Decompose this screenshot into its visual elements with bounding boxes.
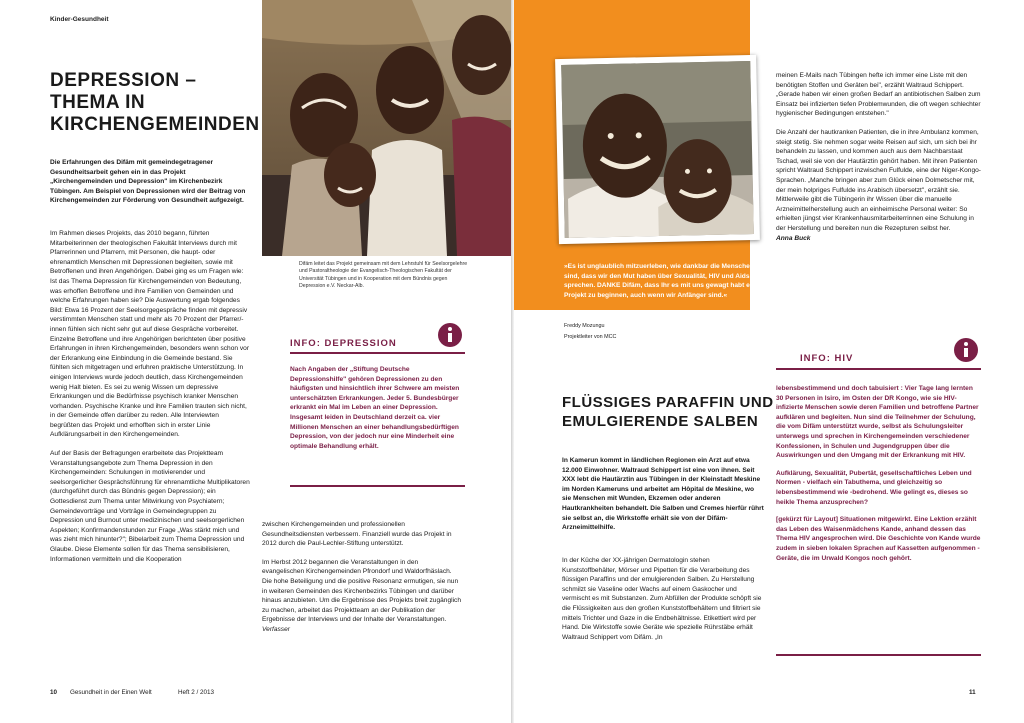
info-icon-bar (964, 348, 968, 357)
lead-paragraph: In Kamerun kommt in ländlichen Regionen ein Arzt auf etwa 12.000 Einwohner. Waltraud Schippert ist eine von ihnen. Seit XXX lebt die Hautärztin aus Tübingen in der Kleinstadt Meskine im Norden Kameruns und arbeitet am Hôpital de Meskine, wo sie Menschen mit Wunden, Ekzemen oder anderen Hautkrankheiten behandelt. Die Salben und Cremes hierfür rührt sie selbst an, die Wirkstoffe erhält sie von der Difäm-Arzneimittelhilfe. (562, 457, 764, 532)
article-title (562, 393, 774, 431)
info-title: INFO: HIV (800, 353, 854, 364)
author-signature: Verfasser (262, 625, 290, 633)
body-paragraph: In der Küche der XX-jährigen Dermatologin stehen Kunststoffbehälter, Mörser und Pipetten für die Verarbeitung des flüssigen Paraffins und der emulgierenden Salben. Zu Herstellung schmilzt sie Vaseline oder Wachs auf einem Gaskocher und vermischt es mit Substanzen. Zum Abfüllen der Produkte schöpft sie die Flüssigkeiten aus den großen Kunststoffbehältern und filtriert sie mittels Trichter und Gaze in die Endbehältnisse. Etikettiert wird per Hand. Die Wirkstoffe sowie Geräte wie spezielle Rührstäbe erhält Waltraud Schippert vom Difäm. „In (562, 557, 762, 641)
footer-issue: Heft 2 / 2013 (178, 689, 215, 696)
info-divider (290, 352, 465, 354)
info-divider-bottom (290, 485, 465, 487)
girls-photo-illustration (555, 55, 760, 244)
body-column-2 (776, 71, 981, 243)
info-icon-dot (964, 342, 968, 346)
lead-paragraph: Die Erfahrungen des Difäm mit gemeindegetragener Gesundheitsarbeit gehen ein in das Projekt „Kirchengemeinden und Depression" im Kirchenbezirk Tübingen. Am Beispiel von Depressionen wird der Beitrag von Kirchengemeinden zur Förderung von Gesundheit aufgezeigt. (50, 159, 246, 205)
headline-line-3: KIRCHENGEMEINDEN (50, 114, 260, 135)
footer-magazine: Gesundheit in der Einen Welt (70, 689, 152, 696)
body-paragraph: Die Anzahl der hautkranken Patienten, die in ihre Ambulanz kommen, steigt stetig. Sie nehmen sogar weite Reisen auf sich, um sich bei ihr behandeln zu lassen, und kommen auch aus dem Nachbarstaat Tschad, weil sie von der Hautärztin gehört haben. Mit ihren Patienten spricht Waltraud Schippert inzwischen Fulfulde, eine der Niger-Kongo-Sprachen. „Manche bringen aber zum Glück einen Dolmetscher mit, der mein holpriges Fulfulde ins Arabisch übersetzt", erzählt sie. Mittlerweile gibt die Tübingerin ihr Wissen über die manuelle Arzneimittelherstellung auch an einheimische Personal weiter: So erhielten jüngst vier Krankenhausmitarbeiterrinnen eine Schulung in der Herstellung und bereiten nun die Rezepturen selbst her. (776, 128, 981, 232)
pull-quote: »Es ist unglaublich mitzuerleben, wie dankbar die Menschen sind, dass wir den Mut haben über Sexualität, HIV und Aids zu sprechen. DANKE Difäm, dass Ihr es mit uns gewagt habt ein Projekt zu beginnen, auch wenn wir Anfänger sind.« (564, 263, 759, 299)
page-number: 10 (50, 689, 58, 696)
info-title: INFO: DEPRESSION (290, 338, 397, 349)
headline-line-1: FLÜSSIGES PARAFFIN UND (562, 394, 774, 411)
quote-author-role: Projektleiter von MCC (564, 334, 617, 340)
body-text: Im Herbst 2012 begannen die Veranstaltungen in den evangelischen Kirchengemeinden Pfrondorf und Waldorfhäslach. Die hohe Beteiligung und die positive Resonanz ermutigen, sie nun in weiteren Gemeinden des Kirchenbezirks Tübingen und darüber hinaus anzubieten. Um die Ergebnisse des Projekts breit zugänglich zu machen, arbeitet das Projektteam an der Publikation der Ergebnisse der Interviews und der Inhalte der Veranstaltungen. (262, 558, 462, 624)
headline-line-1: DEPRESSION – (50, 70, 197, 91)
info-paragraph: Aufklärung, Sexualität, Pubertät, gesellschaftliches Leben und Normen - vielfach ein Tabuthema, und gleichzeitig so lebensbestimmend wie -bedrohend. Wie gelingt es, dieses so heikle Thema anzusprechen? (776, 469, 972, 506)
body-paragraph: Im Rahmen dieses Projekts, das 2010 begann, führten Mitarbeiterinnen der theologischen Fakultät Interviews durch mit Pfarrerinnen und Pfarrern, mit Personen, die haupt- oder ehrenamtlich Menschen mit Depressionen begleiten, sowie mit Betroffenen und ihren Angehörigen. Dabei ging es um Fragen wie: Ist das Thema Depression für Kirchengemeinden von Bedeutung, was erhoffen Betroffene und ihre Familien von Gemeinden und welche Erfahrungen haben sie? Die Auswertung ergab folgendes Bild: Etwa 16 Prozent der Seelsorgegespräche finden mit depressiv verstimmten Menschen statt und mehr als 70 Prozent der Pfarrer/-innen fühlen sich nicht sehr gut auf diese Gespräche vorbereitet. Einzelne Betroffene und ihre Angehörigen berichteten über positive Erfahrungen in ihren Kirchengemeinden, besonders wenn schon vor der Erkrankung eine Einbindung in die Gemeinde bestand. Sie fühlten sich mitgetragen und erfuhren praktische Unterstützung. In einigen Interviews wurde jedoch deutlich, dass Kirchengemeinden wenig Halt bieten. Es sei zu wenig Wissen um depressive Erkrankungen und die Bedürfnisse psychisch kranker Menschen vorhanden. Psychische Kranke und ihre Familien trauten sich nicht, in der Gemeinde offen darüber zu reden. Alle Interviewten begrüßten das Projekt und erhofften sich in erster Linie Aufklärungsarbeit in den Kirchengemeinden. (50, 230, 250, 439)
info-text (776, 384, 981, 571)
section-label: Kinder-Gesundheit (50, 16, 109, 23)
body-paragraph: Auf der Basis der Befragungen erarbeitete das Projektteam Veranstaltungsangebote zum Thema Depression in den Kirchengemeinden: Schulungen in motivierender und seelsorgerlicher Gesprächsführung für ehrenamtliche Multiplikatoren (durchgeführt durch das Bündnis gegen Depression); ein Gottesdienst zum Thema unter Mitwirkung von Psychiatern; Gemeindevorträge und Vorträge in Gemeindegruppen zu Depression und Burnout unter medizinischen und seelsorgerlichen Aspekten; Konfirmandenstunden zur Frage „Was stärkt mich und was zieht mich hinunter?"; Bibelarbeit zum Thema Depression und Glaube. Diese Elemente sollen für das Thema sensibilisieren, Informationen vermitteln und die Kooperation (50, 450, 250, 563)
children-photo (262, 0, 513, 256)
info-text: Nach Angaben der „Stiftung Deutsche Depressionshilfe" gehören Depressionen zu den häufigsten und hinsichtlich ihrer Schwere am meisten unterschätzten Erkrankungen. Jeder 5. Bundesbürger erkrankt ein Mal im Leben an einer Depression. Insgesamt leiden in Deutschland derzeit ca. vier Millionen Menschen an einer behandlungsbedürftigen Depression, von der jedoch nur eine Minderheit eine optimale Behandlung erhält. (290, 366, 460, 450)
right-page (514, 0, 1024, 723)
info-box-hiv (776, 338, 981, 658)
author-signature: Anna Buck (776, 234, 811, 242)
page-title (50, 70, 260, 136)
info-divider (776, 368, 981, 370)
body-paragraph (262, 558, 462, 635)
body-column-1 (562, 556, 766, 651)
girls-photo (555, 55, 760, 244)
info-paragraph: lebensbestimmend und doch tabuisiert : Vier Tage lang lernten 30 Personen in Isiro, im Osten der DR Kongo, wie sie HIV-infizierte Menschen sowie deren Familien und betroffene Partner aufklären und begleiten. Nun sind die Teilnehmer der Schulung, die vom Difäm unterstützt wurde, selbst als Schulungsleiter unterwegs und sprechen in Kirchengemeinden verschiedener Konfessionen, in Schulen und Jugendgruppen über die Auswirkungen und den Umgang mit der Erkrankung mit HIV. (776, 385, 979, 460)
body-paragraph: meinen E-Mails nach Tübingen hefte ich immer eine Liste mit den benötigten Stoffen und Geräten bei", erzählt Waltraud Schippert. „Gerade haben wir einen großen Bedarf an antibiotischen Salben zum Einsatz bei infizierten tiefen Problemwunden, die oft wegen schlechter hygienischer Bedingungen entstehen." (776, 72, 981, 118)
photo-caption: Difäm leitet das Projekt gemeinsam mit dem Lehrstuhl für Seelsorgelehre und Pastoraltheologie der Evangelisch-Theologischen Fakultät der Universität Tübingen und in Kooperation mit dem Bündnis gegen Depression e.V. Neckar-Alb. (299, 261, 468, 290)
info-icon (438, 323, 462, 347)
children-photo-illustration (262, 0, 513, 256)
info-paragraph: [gekürzt für Layout] Situationen mitgewirkt. Eine Lektion erzählt das Leben des Waisenmädchens Kande, anhand dessen das Thema HIV angesprochen wird. Die Geschichte von Kande wurde zudem in sieben lokalen Sprachen auf Kassetten aufgenommen - Geräte, die im Urwald Kongos noch gehört. (776, 516, 981, 562)
body-column-2 (262, 520, 462, 644)
info-divider-bottom (776, 654, 981, 656)
info-icon (954, 338, 978, 362)
quote-author: Freddy Mozungu (564, 323, 605, 329)
headline-line-2: EMULGIERENDE SALBEN (562, 413, 759, 430)
info-icon-bar (448, 333, 452, 342)
headline-line-2: THEMA IN (50, 92, 146, 113)
body-column-1 (50, 229, 250, 573)
info-icon-dot (448, 327, 452, 331)
page-number: 11 (969, 689, 976, 696)
info-box-depression (290, 319, 465, 489)
body-paragraph: zwischen Kirchengemeinden und professionellen Gesundheitsdiensten verbessern. Finanziell wurde das Projekt in 2012 durch die Paul-Lechler-Stiftung unterstützt. (262, 521, 452, 548)
